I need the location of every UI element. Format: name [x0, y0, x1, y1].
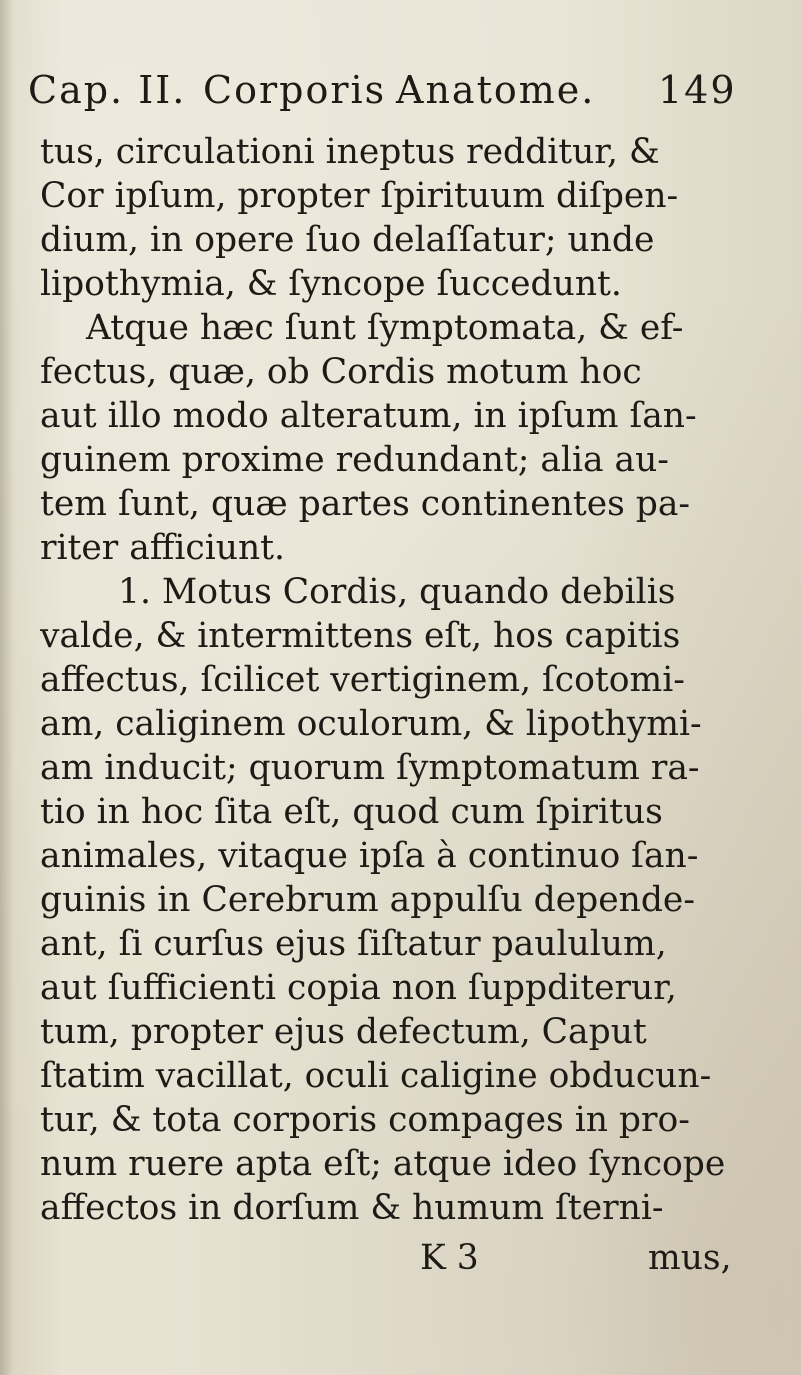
text-line: tem ſunt, quæ partes continentes pa- — [40, 484, 691, 524]
text-line: ſtatim vacillat, oculi caligine obducun- — [40, 1056, 712, 1096]
signature-mark: K 3 — [420, 1238, 479, 1278]
text-line: aut ſufficienti copia non ſuppditerur, — [40, 968, 677, 1008]
text-line: lipothymia, & ſyncope ſuccedunt. — [40, 264, 622, 304]
text-line: tur, & tota corporis compages in pro- — [40, 1100, 690, 1140]
text-line: aut illo modo alteratum, in ipſum ſan- — [40, 396, 697, 436]
text-line: am, caliginem oculorum, & lipothymi- — [40, 704, 702, 744]
text-line: dium, in opere ſuo delaſſatur; unde — [40, 220, 655, 260]
text-line: ant, ſi curſus ejus ſiſtatur paululum, — [40, 924, 667, 964]
text-line: am inducit; quorum ſymptomatum ra- — [40, 748, 700, 788]
page-number: 149 — [658, 68, 737, 112]
paragraph-start-line: Atque hæc ſunt ſymptomata, & ef- — [86, 308, 684, 348]
text-line: affectus, ſcilicet vertiginem, ſcotomi- — [40, 660, 685, 700]
page-footer — [0, 1236, 801, 1280]
running-title-corporis: Corporis — [203, 68, 387, 112]
text-line: num ruere apta eſt; atque ideo ſyncope — [40, 1144, 726, 1184]
text-line: valde, & intermittens eſt, hos capitis — [40, 616, 681, 656]
catchword: mus, — [648, 1238, 732, 1278]
numbered-paragraph-start-line: 1. Motus Cordis, quando debilis — [118, 572, 676, 612]
text-line: affectos in dorſum & humum ſterni- — [40, 1188, 664, 1228]
text-line: guinis in Cerebrum appulſu depende- — [40, 880, 696, 920]
text-line: tio in hoc ſita eſt, quod cum ſpiritus — [40, 792, 663, 832]
running-header — [28, 60, 758, 120]
text-line: tus, circulationi ineptus redditur, & — [40, 132, 660, 172]
body-text — [40, 130, 780, 1230]
text-line: tum, propter ejus defectum, Caput — [40, 1012, 647, 1052]
text-line: Cor ipſum, propter ſpirituum diſpen- — [40, 176, 679, 216]
chapter-label: Cap. II. — [28, 68, 187, 112]
text-line: fectus, quæ, ob Cordis motum hoc — [40, 352, 642, 392]
text-line: guinem proxime redundant; alia au- — [40, 440, 669, 480]
text-line: riter afficiunt. — [40, 528, 286, 568]
running-title-anatome: Anatome. — [396, 68, 596, 112]
text-line: animales, vitaque ipſa à continuo ſan- — [40, 836, 699, 876]
page-gutter-shadow — [0, 0, 14, 1375]
